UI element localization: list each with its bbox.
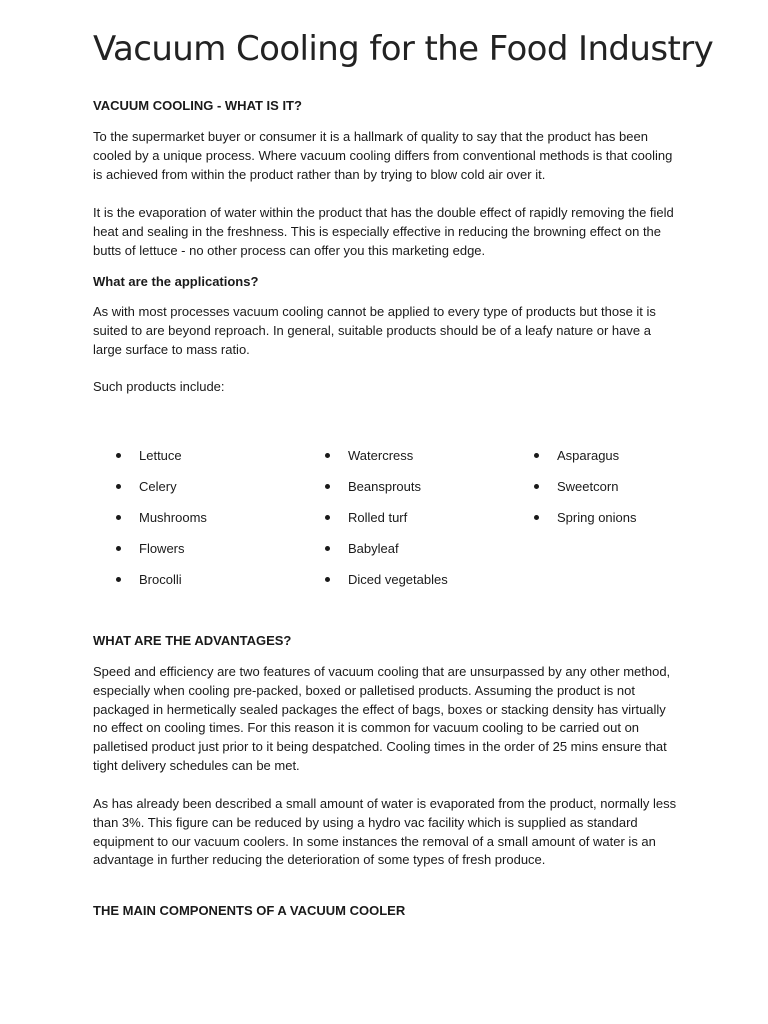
bullet-icon (325, 546, 330, 551)
bullet-icon (534, 515, 539, 520)
document-title: Vacuum Cooling for the Food Industry (93, 29, 714, 69)
bullet-icon (534, 484, 539, 489)
list-item-label: Mushrooms (139, 510, 207, 525)
bullet-icon (116, 484, 121, 489)
products-column-3 (532, 446, 732, 539)
section-heading-advantages: WHAT ARE THE ADVANTAGES? (93, 633, 292, 648)
paragraph-what-is-it-2: It is the evaporation of water within the product that has the double effect of rapidly removing the field heat and sealing in the freshness. This is especially effective in reducing the browning effect on the butts of lettuce - no other process can offer you this marketing edge. (93, 205, 674, 258)
list-item (114, 446, 314, 477)
products-list (114, 446, 674, 606)
list-item-label: Celery (139, 479, 177, 494)
paragraph-advantages-1: Speed and efficiency are two features of vacuum cooling that are unsurpassed by any other method, especially when cooling pre-packed, boxed or palletised products. Assuming the product is not packaged in hermetically sealed packages the effect of bags, boxes or stacking density has virtually no effect on cooling times. For this reason it is common for vacuum cooling to be carried out on palletised product just prior to it being despatched. Cooling times in the order of 25 mins ensure that tight delivery schedules can be met. (93, 664, 671, 773)
list-item (323, 446, 523, 477)
paragraph-applications: As with most processes vacuum cooling cannot be applied to every type of products but those it is suited to are beyond reproach. In general, suitable products should be of a leafy nature or have a large surface to mass ratio. (93, 304, 656, 357)
list-item-label: Rolled turf (348, 510, 408, 525)
list-item (532, 508, 732, 539)
list-item-label: Brocolli (139, 572, 182, 587)
bullet-icon (325, 515, 330, 520)
list-item (323, 477, 523, 508)
paragraph-what-is-it-1: To the supermarket buyer or consumer it is a hallmark of quality to say that the product has been cooled by a unique process. Where vacuum cooling differs from conventional methods is that cooling is achieved from within the product rather than by trying to blow cold air over it. (93, 129, 673, 182)
list-item-label: Beansprouts (348, 479, 421, 494)
list-item-label: Lettuce (139, 448, 182, 463)
list-item-label: Diced vegetables (348, 572, 448, 587)
bullet-icon (534, 453, 539, 458)
list-item-label: Spring onions (557, 510, 637, 525)
section-heading-what-is-it: VACUUM COOLING - WHAT IS IT? (93, 98, 302, 113)
products-intro: Such products include: (93, 379, 225, 394)
list-item (532, 446, 732, 477)
section-heading-applications: What are the applications? (93, 274, 259, 289)
bullet-icon (325, 484, 330, 489)
list-item (532, 477, 732, 508)
list-item (323, 539, 523, 570)
products-column-1 (114, 446, 314, 601)
list-item (114, 570, 314, 601)
section-heading-components: THE MAIN COMPONENTS OF A VACUUM COOLER (93, 903, 406, 918)
list-item (114, 539, 314, 570)
list-item (114, 508, 314, 539)
list-item-label: Sweetcorn (557, 479, 619, 494)
bullet-icon (116, 515, 121, 520)
products-column-2 (323, 446, 523, 601)
list-item (114, 477, 314, 508)
list-item (323, 508, 523, 539)
list-item-label: Flowers (139, 541, 185, 556)
bullet-icon (325, 453, 330, 458)
list-item (323, 570, 523, 601)
list-item-label: Watercress (348, 448, 414, 463)
bullet-icon (116, 577, 121, 582)
bullet-icon (325, 577, 330, 582)
list-item-label: Asparagus (557, 448, 620, 463)
bullet-icon (116, 546, 121, 551)
paragraph-advantages-2: As has already been described a small amount of water is evaporated from the product, normally less than 3%. This figure can be reduced by using a hydro vac facility which is supplied as standard equipment to our vacuum coolers. In some instances the removal of a small amount of water is an advantage in further reducing the deterioration of some types of fresh produce. (93, 796, 677, 868)
bullet-icon (116, 453, 121, 458)
list-item-label: Babyleaf (348, 541, 399, 556)
